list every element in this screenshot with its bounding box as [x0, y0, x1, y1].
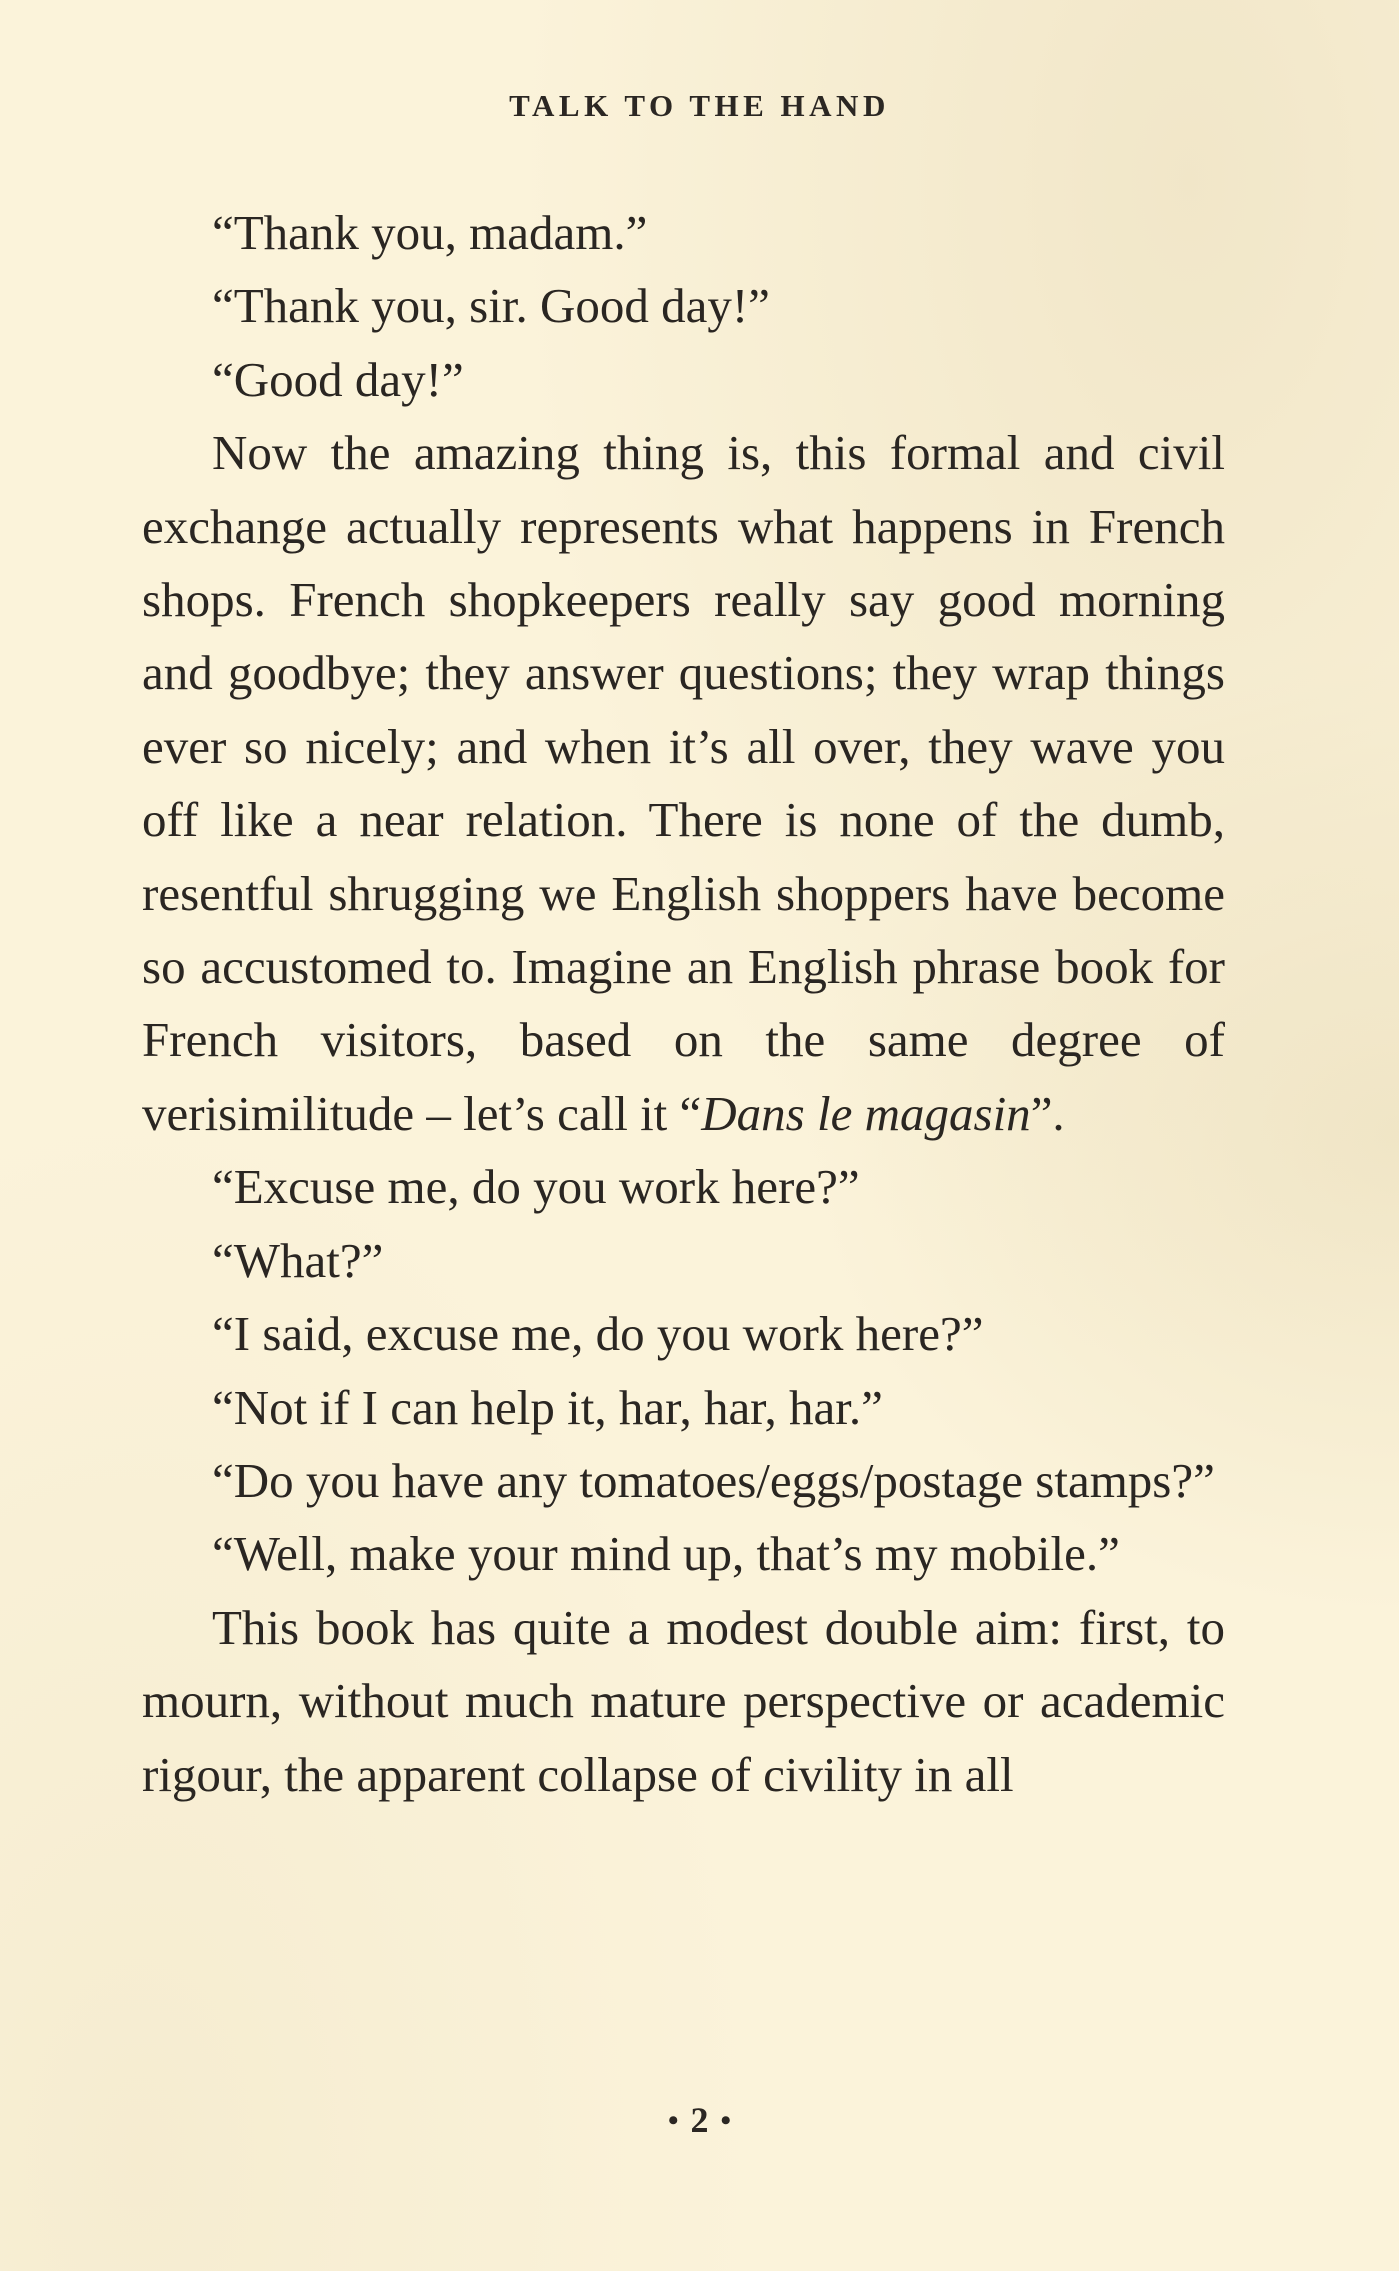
- paragraph-text-end: ”.: [1030, 1085, 1065, 1141]
- dialogue-line: “Good day!”: [212, 351, 464, 407]
- dialogue-line: “Thank you, madam.”: [212, 205, 648, 260]
- body-text: [142, 196, 1225, 1811]
- page-number-value: 2: [690, 2100, 709, 2140]
- folio-ornament-left: •: [667, 2104, 679, 2137]
- dialogue-line: “Not if I can help it, har, har, har.”: [212, 1379, 883, 1435]
- dialogue-line: “Well, make your mind up, that’s my mobile.”: [212, 1526, 1120, 1582]
- running-head: TALK TO THE HAND: [509, 88, 890, 123]
- italic-title: Dans le magasin: [701, 1085, 1031, 1141]
- dialogue-line: “I said, excuse me, do you work here?”: [212, 1306, 984, 1362]
- page-number: [0, 2099, 1399, 2141]
- folio-ornament-right: •: [720, 2104, 732, 2137]
- dialogue-line: “Excuse me, do you work here?”: [212, 1159, 860, 1215]
- paragraph-text: Now the amazing thing is, this formal and civil exchange actually represents what happens in French shops. French shopkeepers really say good morning and goodbye; they answer questions; they wrap things ever so nicely; and when it’s all over, they wave you off like a near relation. There is none of the dumb, resentful shrugging we English shoppers have become so accustomed to. Imagine an English phrase book for French visitors, based on the same degree of verisimilitude – let’s call it “: [142, 425, 1225, 1141]
- dialogue-line: “Do you have any tomatoes/eggs/postage stamps?”: [212, 1452, 1215, 1508]
- dialogue-line: “What?”: [212, 1232, 384, 1288]
- dialogue-line: “Thank you, sir. Good day!”: [212, 278, 770, 334]
- paragraph: This book has quite a modest double aim: first, to mourn, without much mature perspective or academic rigour, the apparent collapse of civility in all: [142, 1599, 1225, 1802]
- paragraph: [142, 416, 1225, 1150]
